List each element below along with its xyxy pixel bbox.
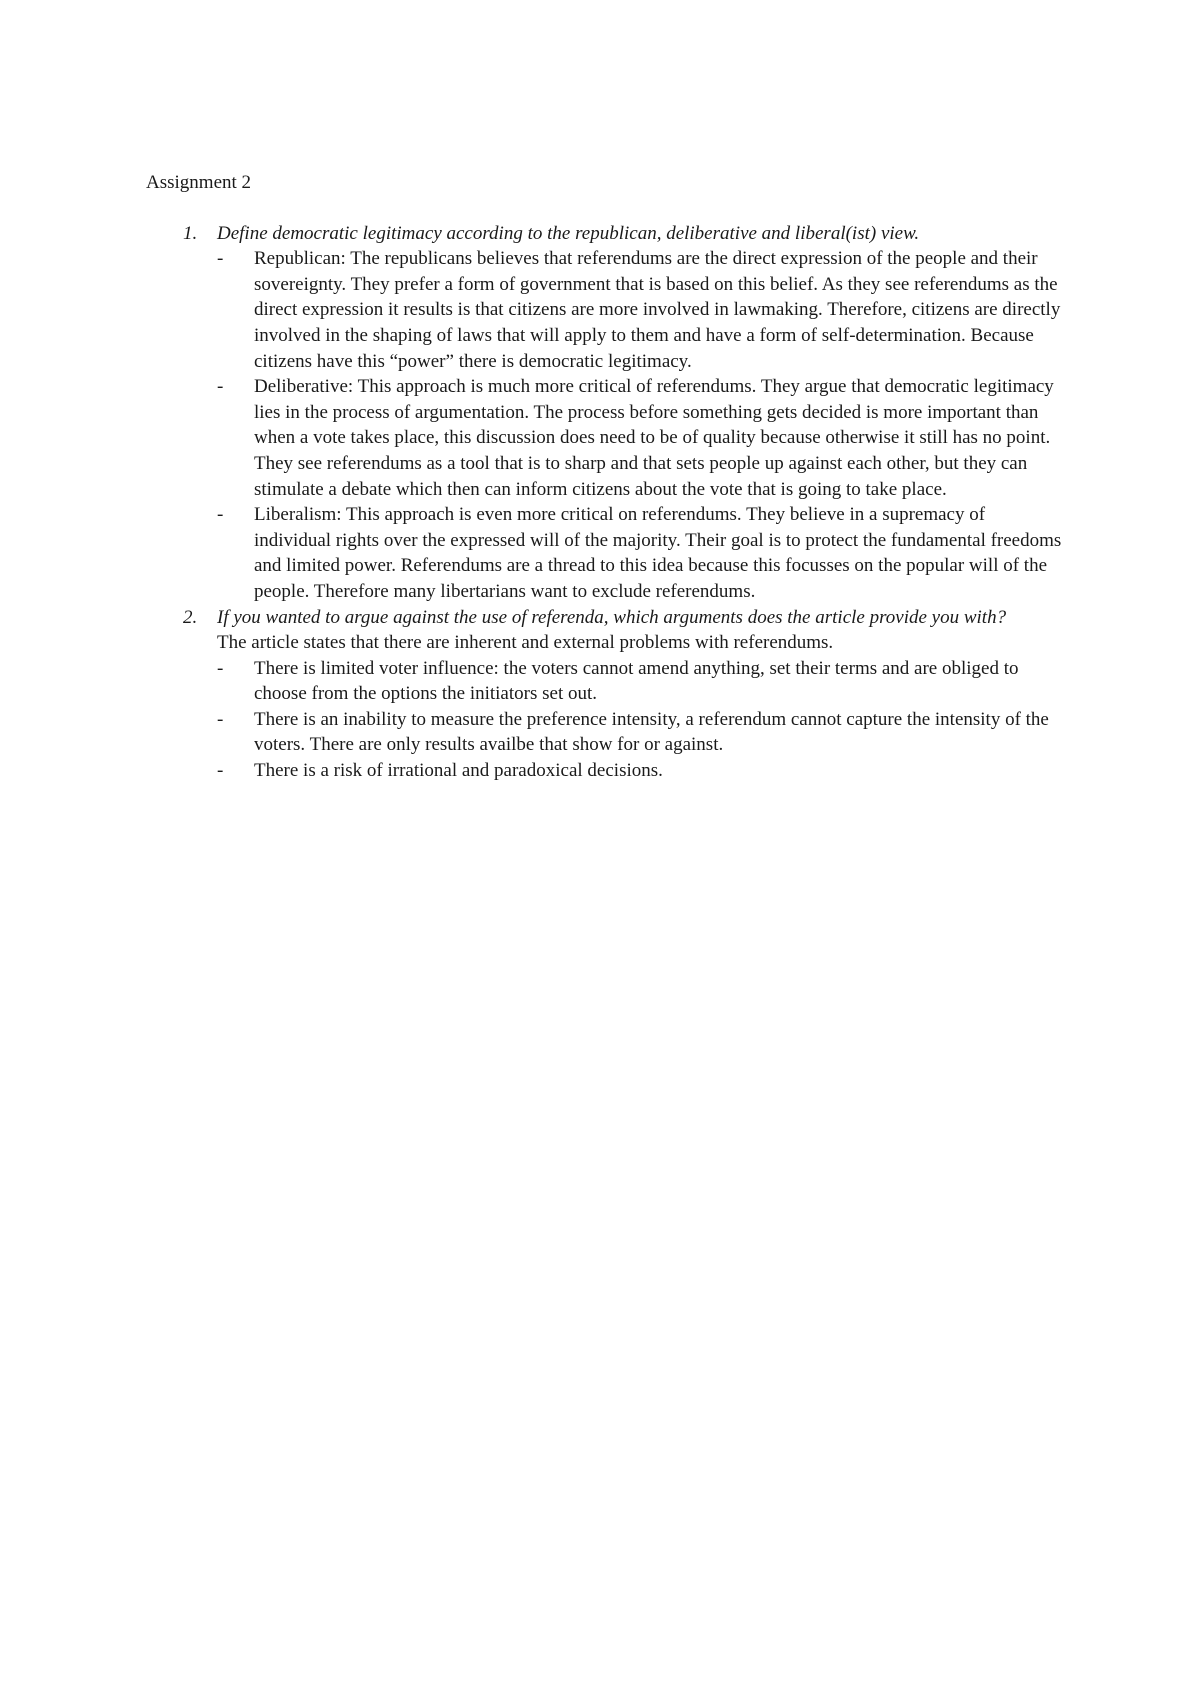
answer-bullet bbox=[217, 707, 1066, 758]
document-title: Assignment 2 bbox=[146, 172, 252, 193]
bullet-text: There is a risk of irrational and paradoxical decisions. bbox=[254, 760, 663, 782]
bullet-dash: - bbox=[217, 708, 224, 730]
bullet-text: Republican: The republicans believes that referendums are the direct expression of the people and their sovereignty. They prefer a form of government that is based on this belief. As they see referendums as the direct expression it results is that citizens are more involved in lawmaking. Therefore, citizens are directly involved in the shaping of laws that will apply to them and have a form of self-determination. Because citizens have this “power” there is democratic legitimacy. bbox=[254, 248, 1061, 372]
bullet-dash: - bbox=[217, 657, 224, 679]
answer-bullet bbox=[217, 656, 1066, 707]
question-item bbox=[146, 605, 1066, 784]
bullet-text: There is limited voter influence: the voters cannot amend anything, set their terms and are obliged to choose from the options the initiators set out. bbox=[254, 657, 1019, 705]
answer-bullet bbox=[217, 246, 1066, 374]
answer-bullet-list bbox=[217, 246, 1066, 604]
bullet-text: Deliberative: This approach is much more critical of referendums. They argue that democratic legitimacy lies in the process of argumentation. The process before something gets decided is more important than when a vote takes place, this discussion does need to be of quality because otherwise it still has no point. They see referendums as a tool that is to sharp and that sets people up against each other, but they can stimulate a debate which then can inform citizens about the vote that is going to take place. bbox=[254, 376, 1054, 500]
bullet-text: Liberalism: This approach is even more critical on referendums. They believe in a supremacy of individual rights over the expressed will of the majority. Their goal is to protect the fundamental freedoms and limited power. Referendums are a thread to this idea because this focusses on the popular will of the people. Therefore many libertarians want to exclude referendums. bbox=[254, 504, 1062, 602]
document-body bbox=[146, 170, 1066, 784]
question-text: If you wanted to argue against the use of referenda, which arguments does the article provide you with? bbox=[217, 606, 1007, 628]
answer-bullet bbox=[217, 758, 1066, 784]
question-item bbox=[146, 221, 1066, 605]
bullet-text: There is an inability to measure the preference intensity, a referendum cannot capture the intensity of the voters. There are only results availbe that show for or against. bbox=[254, 708, 1049, 756]
answer-bullet-list bbox=[217, 656, 1066, 784]
bullet-dash: - bbox=[217, 504, 224, 526]
question-number: 2. bbox=[183, 606, 198, 628]
answer-bullet bbox=[217, 374, 1066, 502]
bullet-dash: - bbox=[217, 760, 224, 782]
question-text: Define democratic legitimacy according to the republican, deliberative and liberal(ist) view. bbox=[217, 222, 920, 244]
bullet-dash: - bbox=[217, 376, 224, 398]
question-number: 1. bbox=[183, 222, 198, 244]
bullet-dash: - bbox=[217, 248, 224, 270]
question-list bbox=[146, 221, 1066, 784]
answer-intro: The article states that there are inherent and external problems with referendums. bbox=[217, 632, 834, 654]
answer-bullet bbox=[217, 502, 1066, 604]
